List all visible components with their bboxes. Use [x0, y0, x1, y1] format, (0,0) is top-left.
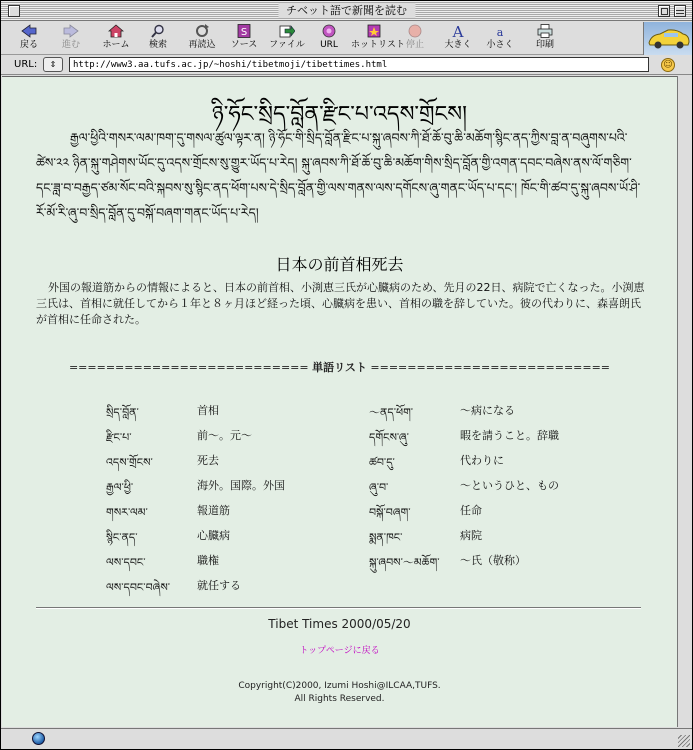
vocab-japanese: 海外。国際。外国: [197, 479, 285, 492]
window-title: チベット語で新聞を読む: [278, 3, 415, 18]
vocabulary-heading: [2, 359, 677, 375]
collapse-box[interactable]: [674, 5, 686, 17]
tibetan-headline: ཉི་ཧོང་སྲིད་བློན་རྫིང་པ་འདས་གྲོངས།: [212, 102, 467, 127]
copyright-notice: [2, 680, 677, 706]
vocabulary-row: [369, 473, 569, 498]
back-button[interactable]: 戻る: [9, 23, 49, 54]
vocab-japanese: 職権: [197, 554, 219, 567]
vocabulary-rule-left: ==========================: [68, 361, 309, 374]
vocab-tibetan: དགོངས་ཞུ་: [369, 431, 409, 444]
hotlist-button[interactable]: ホットリスト: [351, 23, 397, 54]
vocabulary-row: [369, 523, 569, 548]
url-label: URL:: [14, 59, 38, 70]
vocab-tibetan: 〜ནད་ཕོག་: [369, 406, 414, 419]
resize-handle[interactable]: [678, 735, 690, 747]
vocab-tibetan: ཚབ་དུ་: [369, 456, 395, 469]
vocab-japanese: 前〜。元〜: [197, 429, 252, 442]
vocab-japanese: 〜というひと、もの: [460, 479, 559, 492]
vocabulary-row: [106, 523, 306, 548]
vocabulary-row: [106, 498, 306, 523]
source-icon: [236, 24, 252, 38]
forward-arrow-icon: [63, 24, 79, 38]
url-bar: [1, 56, 692, 75]
vocabulary-row: [369, 448, 569, 473]
stop-icon: [407, 24, 423, 38]
vocab-japanese: 病院: [460, 529, 482, 542]
url-history-stepper[interactable]: ⇕: [43, 57, 63, 72]
text-larger-button[interactable]: A 大きく: [444, 24, 472, 50]
vocab-tibetan: ལས་དབང་བཞེས་: [106, 581, 171, 594]
file-icon: [279, 24, 295, 38]
forward-button[interactable]: 進む: [51, 23, 91, 54]
vocabulary-row: [369, 498, 569, 523]
vocab-tibetan: རྫིང་པ་: [106, 431, 132, 444]
url-input[interactable]: http://www3.aa.tufs.ac.jp/~hoshi/tibetmoji/tibettimes.html: [69, 57, 649, 72]
url-button[interactable]: URL: [311, 23, 347, 54]
reload-button[interactable]: 再読込: [180, 23, 224, 54]
vocab-japanese: 任命: [460, 504, 482, 517]
smiley-status-icon[interactable]: ☺: [661, 58, 675, 72]
publication-date: Tibet Times 2000/05/20: [268, 617, 411, 631]
source-button[interactable]: S ソース: [226, 23, 262, 54]
search-icon: [150, 24, 166, 38]
tibetan-article-body: རྒྱལ་ཕྱིའི་གསར་ལམ་ཁག་དུ་གསལ་ཚུལ་ལྟར་ན། ཉི་ཧོང་གི་སྲིད་བློན་རྫིང་པ་སྐུ་ཞབས་ཀི་ཐོ་ཆོ་བུ་ཆི་མཆོག་སྙིང་ནད་ཀྱིས་བླ་ན་བཞུགས་པའི་ཚེས་༢༢ ཉིན་སྐུ་གཤེགས་ཡོང་དུ་འདས་གྲོངས་སུ་གྱུར་ཡོད་པ་རེད། སྐུ་ཞབས་ཀི་ཐོ་ཆོ་བུ་ཆི་མཆོག་གིས་སྲིད་བློན་གྱི་འགན་དབང་བཞེས་ནས་ལོ་གཅིག་དང་ཟླ་བ་བརྒྱད་ཙམ་སོང་བའི་སྐབས་སུ་སྙིང་ནད་ཕོག་པས་དེ་སྲིད་བློན་གྱི་ལས་གནས་ལས་དགོངས་ཞུ་གནང་ཡོད་པ་དང་། ཁོང་གི་ཚབ་དུ་སྐུ་ཞབས་ཡོ་ཤི་རོ་མོ་རི་ཞུ་བ་སྲིད་བློན་དུ་བསྐོ་བཞག་གནང་ཡོད་པ་རེད།: [36, 130, 641, 220]
reload-icon: [194, 24, 210, 38]
vertical-scrollbar[interactable]: [677, 76, 692, 727]
vocab-japanese: 首相: [197, 404, 219, 417]
hotlist-icon: [366, 24, 382, 38]
vocab-tibetan: སྐུ་ཞབས་〜མཆོག་: [369, 556, 440, 569]
vocabulary-left-column: [106, 398, 306, 598]
vocab-tibetan: སྨན་ཁང་: [369, 531, 403, 544]
copyright-line: Copyright(C)2000, Izumi Hoshi@ILCAA,TUFS.: [238, 681, 441, 691]
vocabulary-right-column: [369, 398, 569, 573]
vocab-tibetan: འདས་གྲོངས་: [106, 456, 153, 469]
page-content: [2, 76, 677, 727]
status-bar: [1, 728, 692, 749]
vocab-tibetan: བསྐོ་བཞག་: [369, 506, 411, 519]
japanese-headline: 日本の前首相死去: [275, 255, 404, 274]
vocab-japanese: 〜病になる: [460, 404, 515, 417]
browser-logo: [643, 22, 692, 55]
close-box[interactable]: [8, 5, 20, 17]
text-larger-icon: [450, 24, 466, 38]
home-button[interactable]: ホーム: [94, 23, 138, 54]
vocabulary-row: [106, 548, 306, 573]
back-arrow-icon: [21, 24, 37, 38]
divider: [36, 607, 641, 609]
title-bar[interactable]: [1, 1, 692, 21]
rights-line: All Rights Reserved.: [294, 694, 385, 704]
globe-icon: [32, 732, 45, 745]
vocabulary-row: [106, 398, 306, 423]
vocab-tibetan: སྙིང་ནད་: [106, 531, 138, 544]
vocabulary-row: [106, 448, 306, 473]
top-page-link[interactable]: トップページに戻る: [299, 646, 380, 656]
toolbar: [1, 22, 692, 55]
vocabulary-title: 単語リスト: [312, 361, 367, 374]
text-smaller-icon: [492, 24, 508, 38]
vocab-japanese: 就任する: [197, 579, 241, 592]
text-smaller-button[interactable]: a 小さく: [486, 26, 514, 50]
vocab-japanese: 報道筋: [197, 504, 230, 517]
vocabulary-rule-right: ==========================: [370, 361, 611, 374]
vocabulary-row: [369, 548, 569, 573]
vocab-japanese: 代わりに: [460, 454, 504, 467]
vocab-tibetan: སྲིད་བློན་: [106, 406, 139, 419]
vocab-tibetan: ཞུ་བ་: [369, 481, 389, 494]
svg-text:a: a: [496, 26, 504, 38]
vocabulary-row: [369, 423, 569, 448]
vocab-tibetan: ལས་དབང་: [106, 556, 146, 569]
print-button[interactable]: 印刷: [525, 23, 565, 54]
stop-button[interactable]: 停止: [397, 23, 433, 54]
url-icon: [321, 24, 337, 38]
file-button[interactable]: ファイル: [265, 23, 309, 54]
vocab-japanese: 暇を請うこと。辞職: [460, 429, 559, 442]
car-logo-icon: [644, 22, 693, 55]
vocab-japanese: 心臓病: [197, 529, 230, 542]
home-icon: [108, 24, 124, 38]
vocab-tibetan: གསར་ལམ་: [106, 506, 148, 519]
svg-text:A: A: [452, 24, 464, 38]
svg-text:S: S: [240, 27, 248, 38]
search-button[interactable]: 検索: [138, 23, 178, 54]
print-icon: [537, 24, 553, 38]
japanese-article-body: 外国の報道筋からの情報によると、日本の前首相、小渕恵三氏が心臓病のため、先月の22日、病院で亡くなった。小渕恵三氏は、首相に就任してから１年と８ヶ月ほど経った頃、心臓病を患い、首相の職を辞していた。彼の代わりに、森喜朗氏が首相に任命された。: [36, 281, 645, 326]
vocab-japanese: 〜氏（敬称）: [460, 554, 526, 567]
zoom-box[interactable]: [658, 5, 670, 17]
vocabulary-row: [106, 473, 306, 498]
vocabulary-row: [106, 423, 306, 448]
vocabulary-row: [106, 573, 306, 598]
vocab-japanese: 死去: [197, 454, 219, 467]
vocab-tibetan: རྒྱལ་ཕྱི་: [106, 481, 134, 494]
vocabulary-row: [369, 398, 569, 423]
